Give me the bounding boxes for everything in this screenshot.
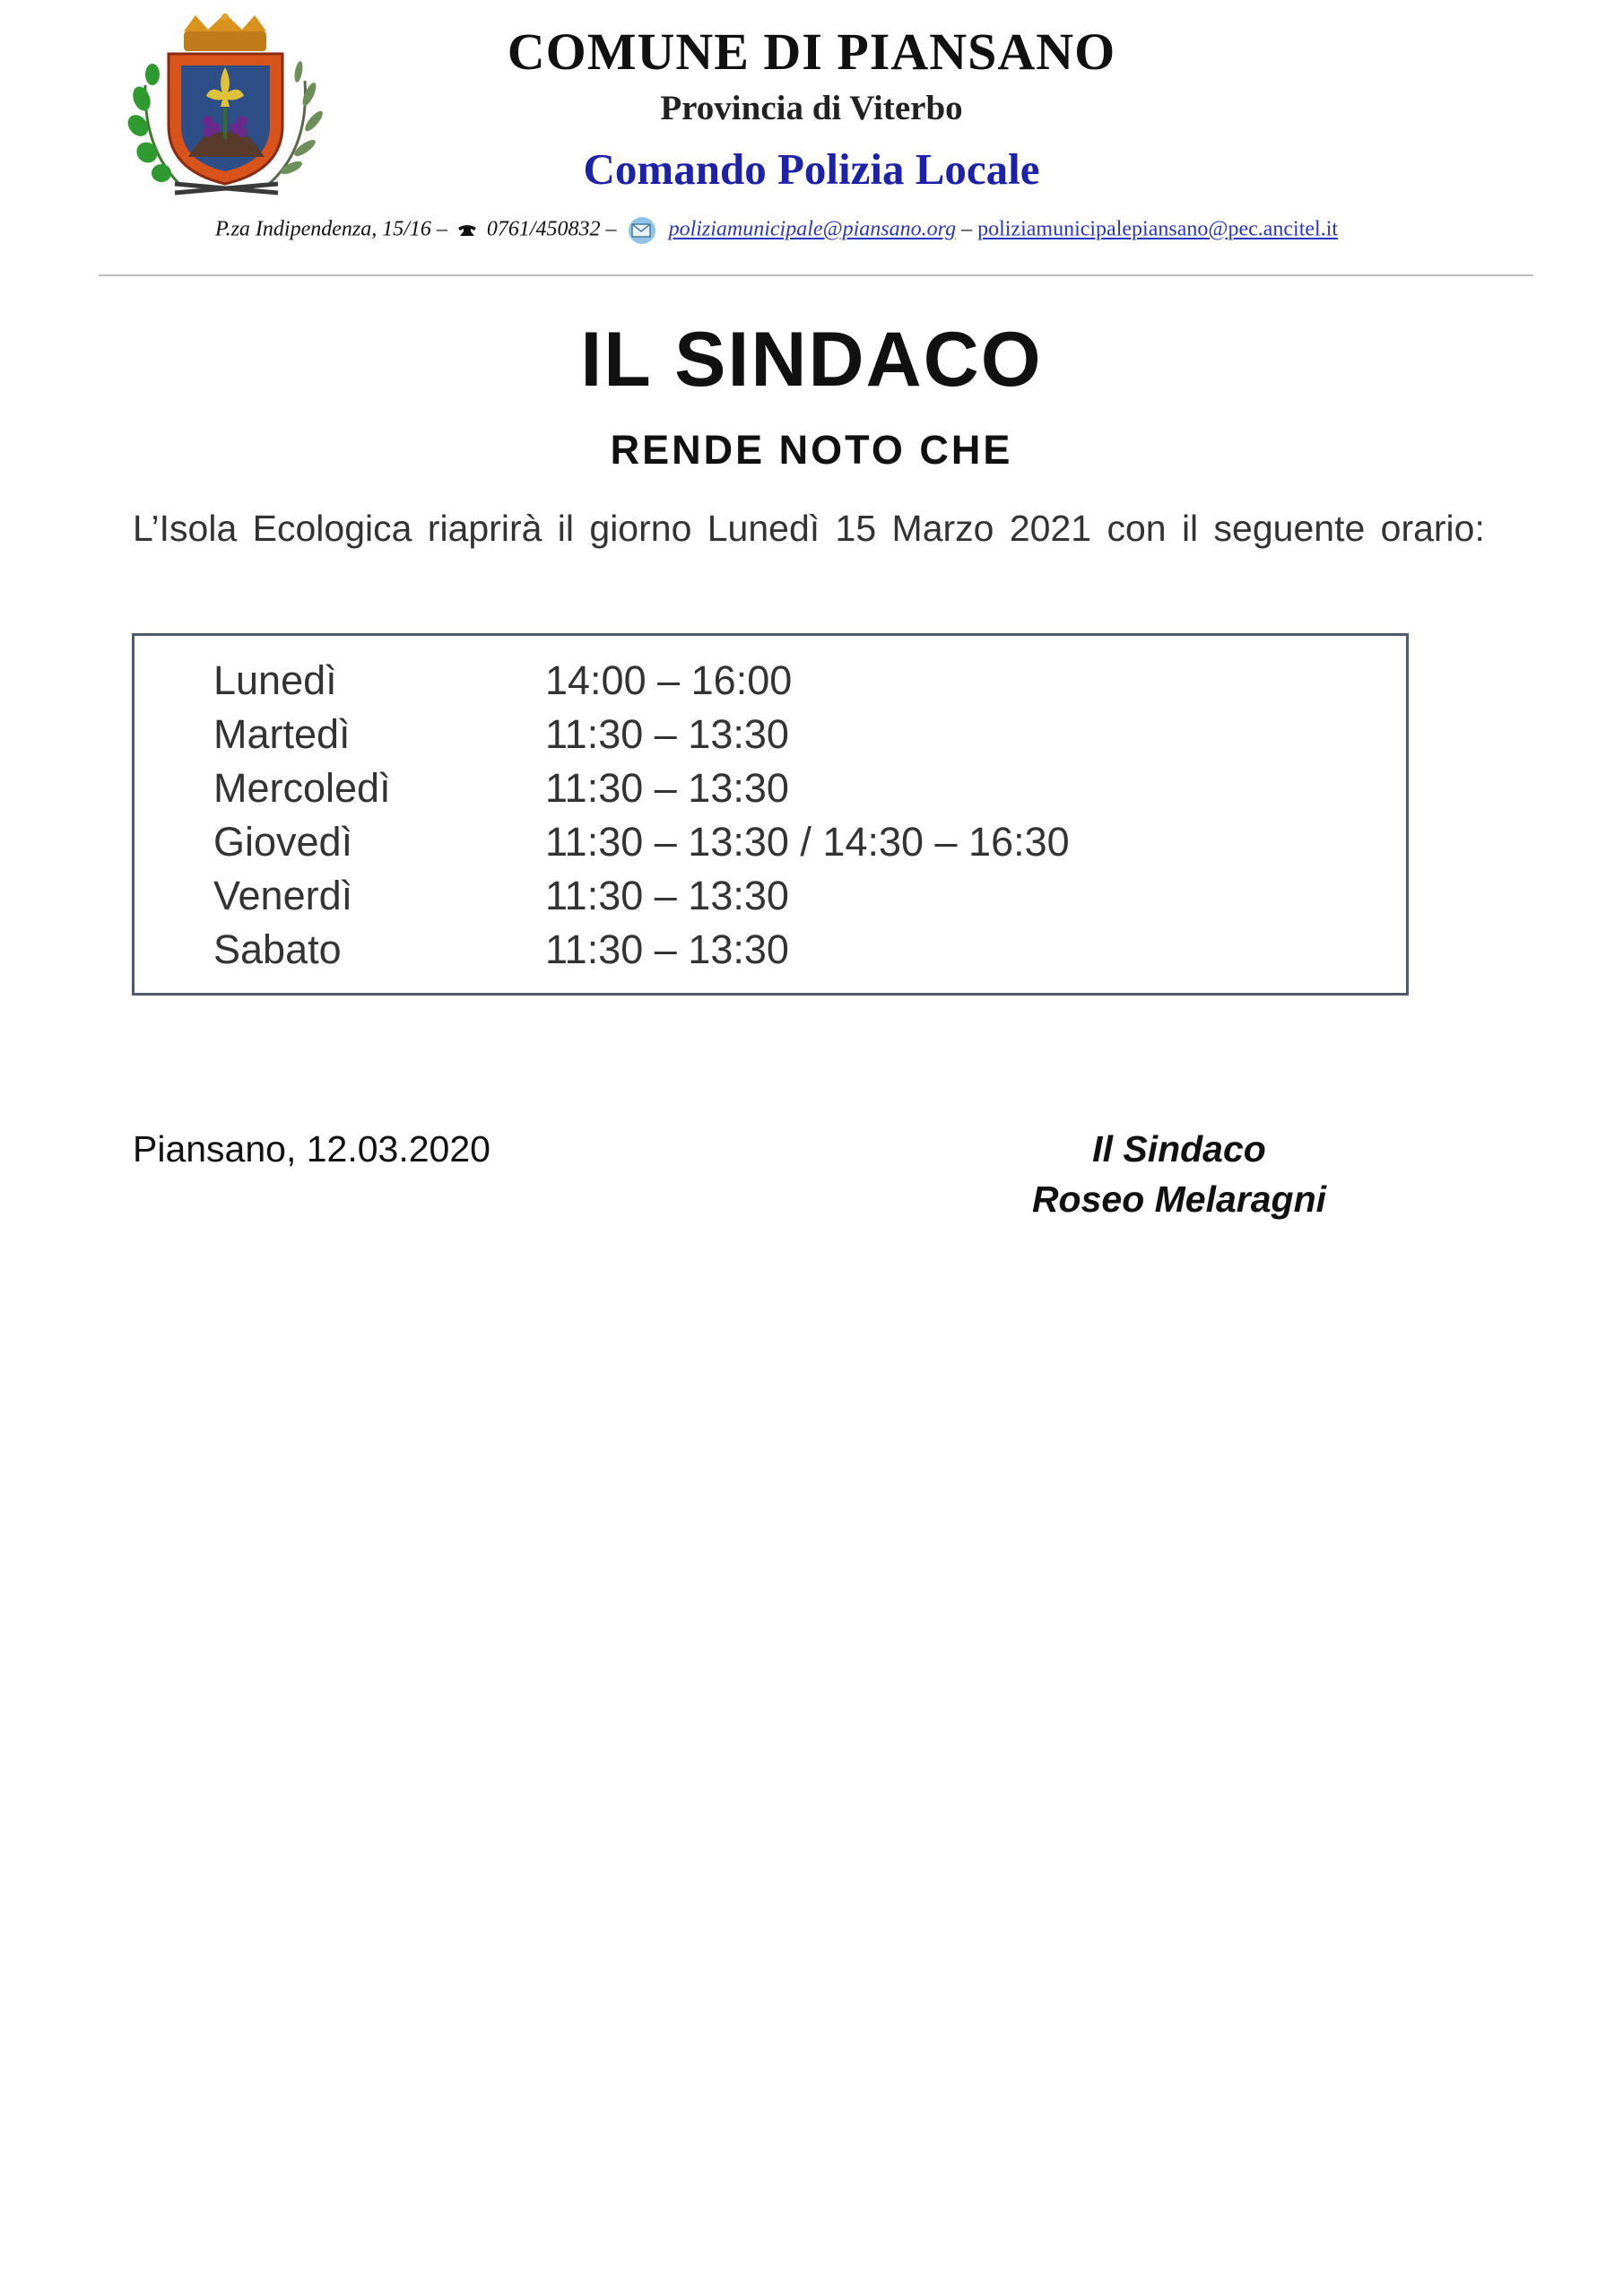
- header-divider: [99, 274, 1533, 276]
- schedule-hours: 11:30 – 13:30: [545, 765, 789, 811]
- opening-hours-box: [132, 633, 1409, 996]
- schedule-hours: 14:00 – 16:00: [545, 657, 793, 703]
- schedule-day: Mercoledì: [213, 765, 391, 811]
- department-name: Comando Polizia Locale: [583, 144, 1040, 194]
- contact-line: [215, 213, 1471, 248]
- telephone-icon: [456, 223, 478, 238]
- email-icon: [624, 213, 660, 248]
- municipality-name: COMUNE DI PIANSANO: [507, 22, 1116, 81]
- notice-intro-text: L’Isola Ecologica riaprirà il giorno Lunedì 15 Marzo 2021 con il seguente orario:: [133, 508, 1485, 549]
- schedule-hours: 11:30 – 13:30: [545, 711, 789, 757]
- contact-separator: –: [961, 217, 973, 241]
- province-name: Provincia di Viterbo: [660, 89, 963, 127]
- phone-number: 0761/450832 –: [486, 217, 617, 241]
- schedule-day: Giovedì: [213, 819, 353, 865]
- notice-title: IL SINDACO: [580, 317, 1043, 403]
- schedule-hours: 11:30 – 13:30: [545, 926, 789, 972]
- signature-title: Il Sindaco: [1092, 1128, 1266, 1170]
- schedule-day: Lunedì: [213, 657, 337, 703]
- schedule-hours: 11:30 – 13:30 / 14:30 – 16:30: [545, 819, 1070, 865]
- place-date: Piansano, 12.03.2020: [133, 1128, 490, 1170]
- signature-name: Roseo Melaragni: [1031, 1178, 1327, 1220]
- pec-email-link[interactable]: poliziamunicipalepiansano@pec.ancitel.it: [977, 217, 1339, 241]
- schedule-hours: 11:30 – 13:30: [545, 873, 789, 918]
- schedule-day: Venerdì: [213, 873, 353, 918]
- schedule-day: Martedì: [213, 711, 351, 757]
- schedule-day: Sabato: [213, 926, 342, 972]
- notice-subtitle: RENDE NOTO CHE: [610, 427, 1013, 473]
- email-link[interactable]: poliziamunicipale@piansano.org: [668, 217, 957, 241]
- address: P.za Indipendenza, 15/16 –: [215, 217, 447, 241]
